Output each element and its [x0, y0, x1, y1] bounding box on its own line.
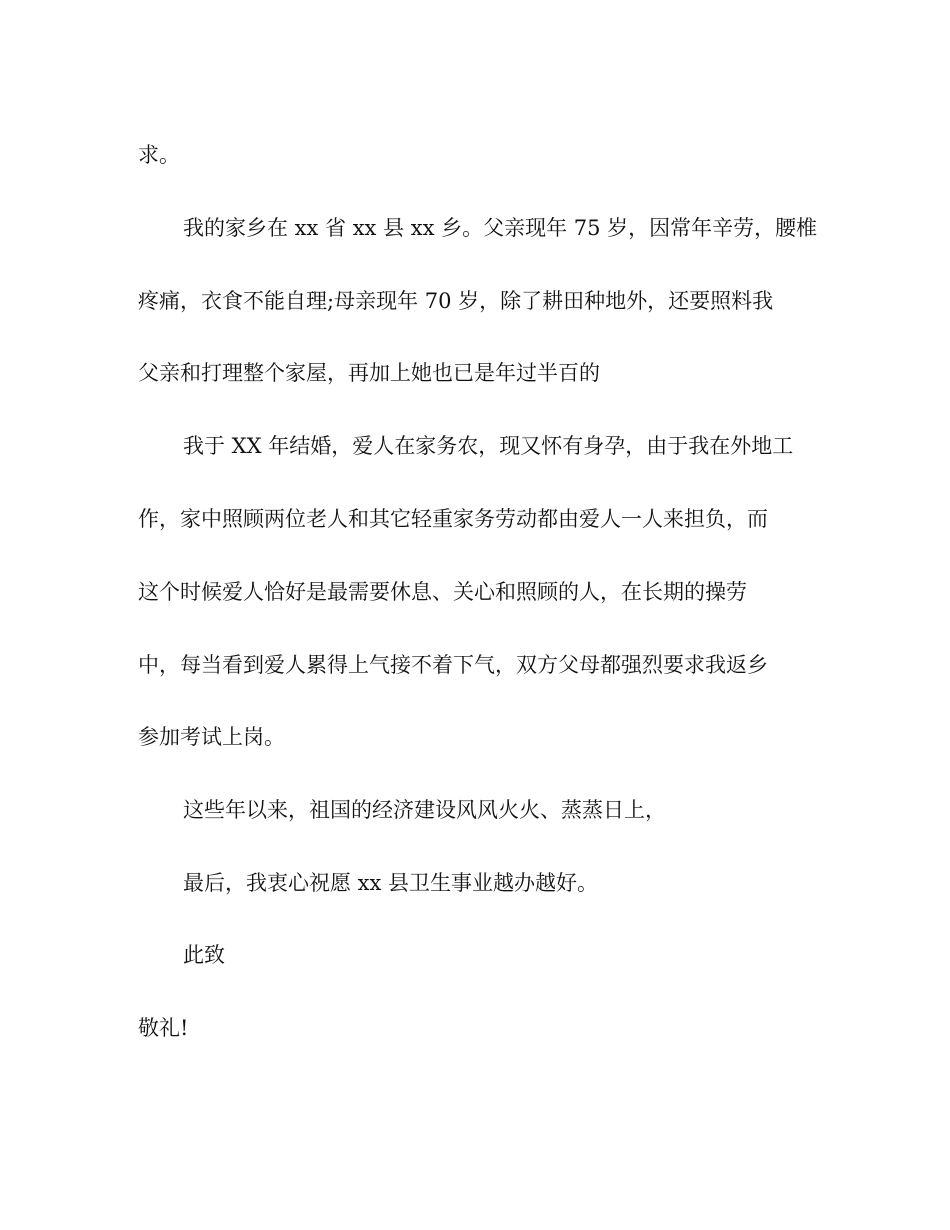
- text-line-5: 我于 XX 年结婚，爱人在家务农，现又怀有身孕，由于我在外地工: [183, 434, 794, 458]
- text-line-11: 最后，我衷心祝愿 xx 县卫生事业越办越好。: [183, 871, 599, 895]
- text-line-2: 我的家乡在 xx 省 xx 县 xx 乡。父亲现年 75 岁，因常年辛劳，腰椎: [183, 216, 818, 240]
- text-line-12: 此致: [183, 943, 225, 967]
- text-line-1: 求。: [138, 143, 180, 167]
- text-line-3: 疼痛，衣食不能自理;母亲现年 70 岁，除了耕田种地外，还要照料我: [138, 289, 774, 313]
- text-line-10: 这些年以来，祖国的经济建设风风火火、蒸蒸日上，: [183, 798, 666, 822]
- text-line-4: 父亲和打理整个家屋，再加上她也已是年过半百的: [138, 361, 600, 385]
- text-line-9: 参加考试上岗。: [138, 725, 285, 749]
- text-line-13: 敬礼!: [138, 1016, 189, 1040]
- text-line-8: 中，每当看到爱人累得上气接不着下气，双方父母都强烈要求我返乡: [138, 653, 768, 677]
- text-line-6: 作，家中照顾两位老人和其它轻重家务劳动都由爱人一人来担负，而: [138, 507, 768, 531]
- text-line-7: 这个时候爱人恰好是最需要休息、关心和照顾的人，在长期的操劳: [138, 580, 747, 604]
